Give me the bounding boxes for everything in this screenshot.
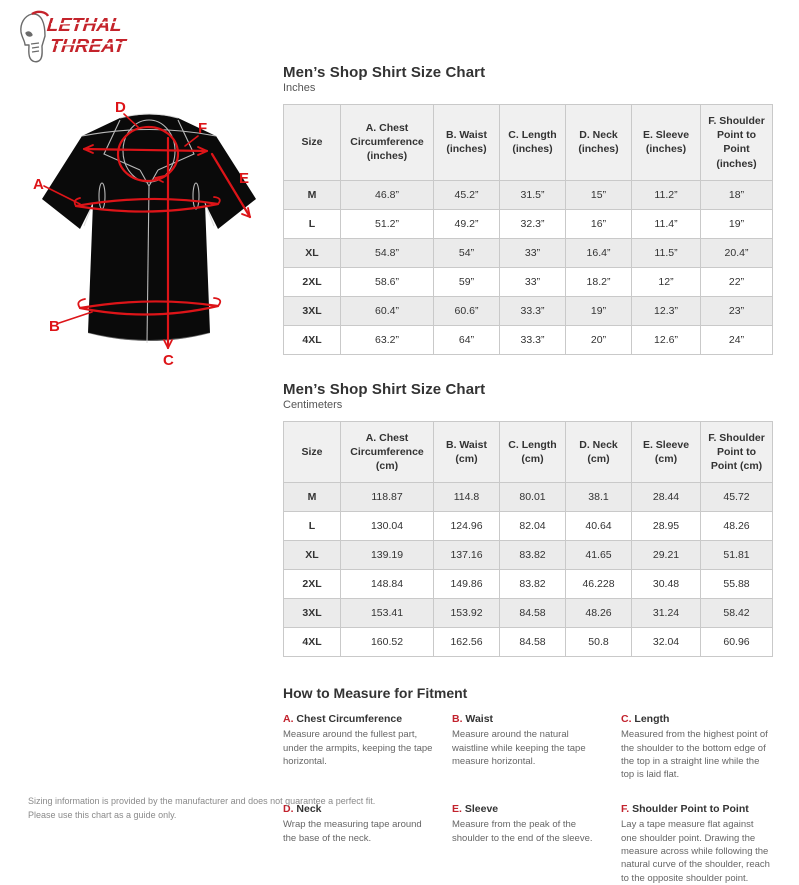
measure-instruction-text: Measure around the fullest part, under the armpits, keeping the tape horizontal. [283,729,433,767]
table-row [284,483,773,512]
label-a: A [33,176,44,193]
column-header: C. Length (inches) [500,105,566,181]
value-cell: 153.92 [434,599,500,628]
value-cell: 60.96 [701,628,773,657]
value-cell: 31.24 [632,599,701,628]
value-cell: 64” [434,325,500,354]
brand-line2: THREAT [48,36,127,57]
measure-instruction [621,803,771,884]
size-cell: L [284,512,341,541]
value-cell: 31.5” [500,180,566,209]
value-cell: 41.65 [566,541,632,570]
value-cell: 33” [500,238,566,267]
label-e: E [239,170,250,187]
value-cell: 51.81 [701,541,773,570]
value-cell: 32.04 [632,628,701,657]
label-c: C [163,352,174,369]
value-cell: 60.6” [434,296,500,325]
column-header: Size [284,105,341,181]
table-row [284,209,773,238]
value-cell: 48.26 [566,599,632,628]
value-cell: 40.64 [566,512,632,541]
value-cell: 33.3” [500,296,566,325]
size-chart-inches [283,104,773,355]
value-cell: 30.48 [632,570,701,599]
main-content [283,64,773,885]
table-row [284,267,773,296]
column-header: B. Waist (cm) [434,421,500,483]
value-cell: 33” [500,267,566,296]
value-cell: 114.8 [434,483,500,512]
value-cell: 84.58 [500,599,566,628]
value-cell: 58.6” [341,267,434,296]
measure-instruction-title: B. Waist [452,713,494,726]
value-cell: 82.04 [500,512,566,541]
value-cell: 80.01 [500,483,566,512]
value-cell: 153.41 [341,599,434,628]
column-header: B. Waist (inches) [434,105,500,181]
value-cell: 28.44 [632,483,701,512]
skull-icon [21,12,48,62]
measure-instruction-text: Wrap the measuring tape around the base of the neck. [283,819,422,844]
value-cell: 18.2” [566,267,632,296]
value-cell: 84.58 [500,628,566,657]
measure-letter: B. [452,713,466,726]
header-row [284,105,773,181]
value-cell: 49.2” [434,209,500,238]
measure-letter: A. [283,713,297,726]
table-row [284,599,773,628]
size-cell: 2XL [284,267,341,296]
value-cell: 54.8” [341,238,434,267]
value-cell: 83.82 [500,570,566,599]
value-cell: 24” [701,325,773,354]
value-cell: 54” [434,238,500,267]
value-cell: 19” [566,296,632,325]
value-cell: 11.2” [632,180,701,209]
value-cell: 55.88 [701,570,773,599]
brand-line1: LETHAL [45,15,123,36]
value-cell: 33.3” [500,325,566,354]
column-header: Size [284,421,341,483]
table-row [284,180,773,209]
value-cell: 46.8” [341,180,434,209]
column-header: E. Sleeve (inches) [632,105,701,181]
value-cell: 50.8 [566,628,632,657]
size-cell: M [284,180,341,209]
cm-chart-subtitle: Centimeters [283,398,343,411]
brand-logo [18,6,138,70]
column-header: A. Chest Circumference (inches) [341,105,434,181]
value-cell: 118.87 [341,483,434,512]
measure-instruction-title: A. Chest Circumference [283,713,403,726]
measure-letter: F. [621,803,633,816]
value-cell: 83.82 [500,541,566,570]
value-cell: 162.56 [434,628,500,657]
table-row [284,238,773,267]
table-row [284,541,773,570]
value-cell: 20.4” [701,238,773,267]
measure-instruction-title: F. Shoulder Point to Point [621,803,749,816]
measure-letter: E. [452,803,465,816]
size-cell: 3XL [284,296,341,325]
value-cell: 32.3” [500,209,566,238]
value-cell: 130.04 [341,512,434,541]
value-cell: 60.4” [341,296,434,325]
value-cell: 48.26 [701,512,773,541]
size-chart-centimeters [283,421,773,658]
measure-instruction-title: E. Sleeve [452,803,499,816]
size-cell: 2XL [284,570,341,599]
measure-letter: C. [621,713,635,726]
value-cell: 28.95 [632,512,701,541]
how-to-measure-title: How to Measure for Fitment [283,685,468,702]
label-d: D [115,99,126,116]
size-cell: L [284,209,341,238]
value-cell: 15” [566,180,632,209]
lethal-threat-logo-icon [18,6,138,70]
value-cell: 12.3” [632,296,701,325]
table-row [284,325,773,354]
value-cell: 16” [566,209,632,238]
column-header: A. Chest Circumference (cm) [341,421,434,483]
measure-instruction-text: Measure around the natural waistline while keeping the tape measure horizontal. [452,729,586,767]
column-header: D. Neck (cm) [566,421,632,483]
value-cell: 45.72 [701,483,773,512]
measure-instruction [452,803,602,884]
column-header: C. Length (cm) [500,421,566,483]
shirt-diagram-icon [22,96,278,372]
value-cell: 46.228 [566,570,632,599]
size-cell: M [284,483,341,512]
table-row [284,628,773,657]
value-cell: 29.21 [632,541,701,570]
header-row [284,421,773,483]
value-cell: 51.2” [341,209,434,238]
column-header: E. Sleeve (cm) [632,421,701,483]
measure-instruction-title: C. Length [621,713,670,726]
value-cell: 18” [701,180,773,209]
size-cell: 4XL [284,628,341,657]
column-header: F. Shoulder Point to Point (inches) [701,105,773,181]
value-cell: 38.1 [566,483,632,512]
how-to-measure-section [283,685,773,885]
measure-instruction [621,713,771,781]
label-b: B [49,318,60,335]
value-cell: 22” [701,267,773,296]
size-cell: XL [284,238,341,267]
value-cell: 19” [701,209,773,238]
value-cell: 58.42 [701,599,773,628]
column-header: F. Shoulder Point to Point (cm) [701,421,773,483]
cm-chart-title: Men’s Shop Shirt Size Chart [283,380,486,398]
table-row [284,570,773,599]
value-cell: 11.5” [632,238,701,267]
value-cell: 160.52 [341,628,434,657]
value-cell: 45.2” [434,180,500,209]
value-cell: 139.19 [341,541,434,570]
inches-chart-title: Men’s Shop Shirt Size Chart [283,64,486,81]
brand-wordmark [46,15,128,57]
value-cell: 124.96 [434,512,500,541]
value-cell: 12” [632,267,701,296]
label-f: F [198,120,208,137]
measure-instruction [283,713,433,781]
value-cell: 149.86 [434,570,500,599]
measure-instruction-text: Measure from the peak of the shoulder to the end of the sleeve. [452,819,593,844]
value-cell: 12.6” [632,325,701,354]
disclaimer [28,795,375,823]
value-cell: 63.2” [341,325,434,354]
measure-instruction-title: D. Neck [283,803,322,816]
measure-instruction [452,713,602,781]
table-row [284,296,773,325]
disclaimer-line1: Sizing information is provided by the manufacturer and does not guarantee a perfect fit. [28,796,376,806]
value-cell: 148.84 [341,570,434,599]
inches-table-section [283,64,773,355]
column-header: D. Neck (inches) [566,105,632,181]
size-cell: XL [284,541,341,570]
size-cell: 3XL [284,599,341,628]
disclaimer-line2: Please use this chart as a guide only. [28,809,177,820]
value-cell: 11.4” [632,209,701,238]
shirt-measurement-diagram [22,96,278,372]
value-cell: 59” [434,267,500,296]
inches-chart-subtitle: Inches [283,82,316,94]
value-cell: 23” [701,296,773,325]
measure-letter: D. [283,803,297,816]
size-cell: 4XL [284,325,341,354]
value-cell: 20” [566,325,632,354]
value-cell: 137.16 [434,541,500,570]
centimeters-table-section [283,381,773,658]
measure-instruction-text: Measured from the highest point of the shoulder to the bottom edge of the top in a straight line while the top is laid flat. [621,729,768,781]
measure-instruction-text: Lay a tape measure flat against one shoulder point. Drawing the measure across while following the natural curve of the shoulder, reach to the opposite shoulder point. [621,819,770,884]
table-row [284,512,773,541]
value-cell: 16.4” [566,238,632,267]
